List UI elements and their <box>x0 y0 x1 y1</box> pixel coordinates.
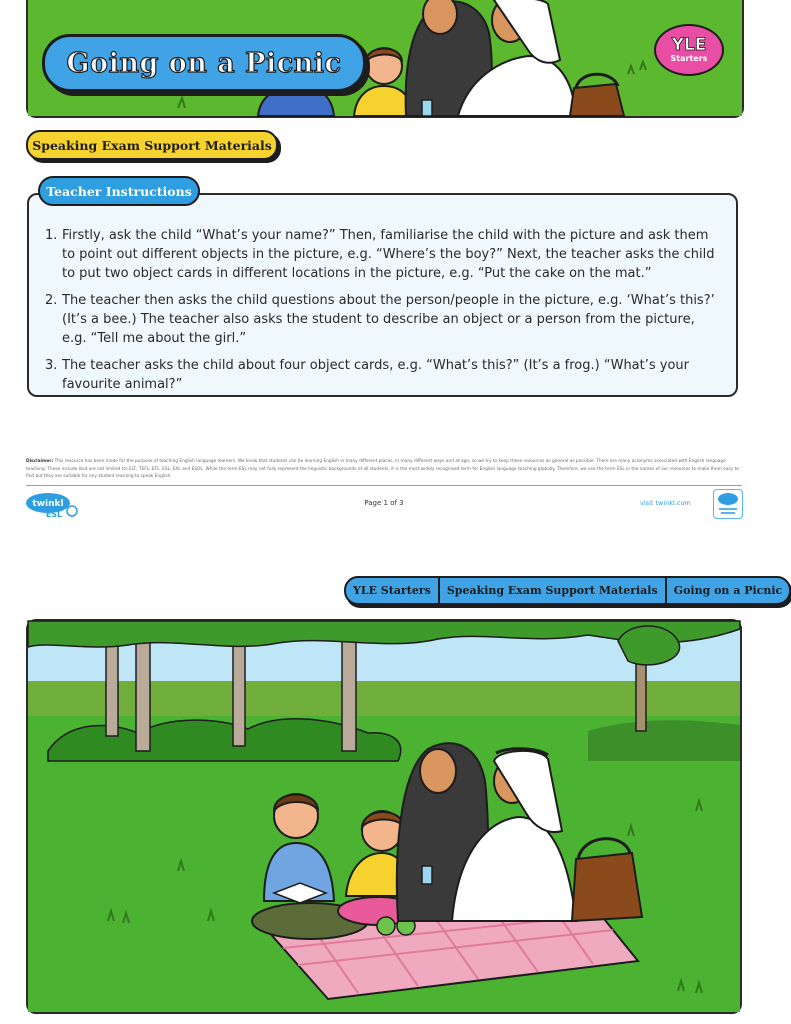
logo-main-text: twinkl <box>32 499 64 509</box>
instruction-number: 2. <box>45 293 58 308</box>
instructions-list <box>45 226 722 402</box>
disclaimer-text: This resource has been made for the purpose of teaching English language learners. We know that students can be learning English in many different places, in many different ways and at age, so we try to keep these resources as general as possible. There are many acronyms associated with English language teaching. These include (but are not limited to) ELT, TEFL, EFL, ESL, EAL and ESOL. While the term ESL may not fully represent the linguistic backgrounds of all students, it is the most widely recognised term for English language teaching globally. Therefore, we use the term ESL in the names of our resources to make them easy to find but they are suitable for any student learning to speak English. <box>26 459 739 479</box>
yle-badge-label: YLE <box>671 35 707 55</box>
header-banner <box>26 0 744 118</box>
logo-sub-text: ESL <box>45 510 63 519</box>
footer-divider <box>26 485 742 486</box>
disclaimer-label: Disclaimer: <box>26 459 54 464</box>
page-number: Page 1 of 3 <box>364 499 404 507</box>
instruction-number: 3. <box>45 358 58 373</box>
disclaimer <box>26 458 742 481</box>
instruction-number: 1. <box>45 228 58 243</box>
breadcrumb <box>344 576 791 605</box>
instruction-item <box>45 226 722 283</box>
title-pill <box>42 34 366 92</box>
visit-link[interactable]: visit twinkl.com <box>640 499 691 507</box>
breadcrumb-item[interactable]: Speaking Exam Support Materials <box>440 578 667 603</box>
breadcrumb-item[interactable]: YLE Starters <box>346 578 440 603</box>
instruction-text: Firstly, ask the child “What’s your name?” Then, familiarise the child with the picture and ask them to point out different objects in the picture, e.g. “Where’s the boy?” Next, the teacher asks the child to put two object cards in different locations in the picture, e.g. “Put the cake on the mat.” <box>62 228 715 281</box>
instruction-item <box>45 291 722 348</box>
instruction-item <box>45 356 722 394</box>
quality-badge-icon <box>713 489 743 519</box>
instruction-text: The teacher asks the child about four object cards, e.g. “What’s this?” (It’s a frog.) “What’s your favourite animal?” <box>62 358 690 392</box>
yle-badge <box>654 24 724 76</box>
page-title: Going on a Picnic <box>66 47 342 79</box>
instructions-heading: Teacher Instructions <box>38 176 200 206</box>
subtitle-tag: Speaking Exam Support Materials <box>26 130 278 160</box>
yle-badge-sublabel: Starters <box>670 54 708 63</box>
picnic-scene-illustration <box>26 619 742 1014</box>
instruction-text: The teacher then asks the child questions about the person/people in the picture, e.g. ‘What’s this?’ (It’s a bee.) The teacher also asks the student to describe an object or a person from the picture, e.g. “Tell me about the girl.” <box>62 293 715 346</box>
breadcrumb-item[interactable]: Going on a Picnic <box>673 584 783 597</box>
